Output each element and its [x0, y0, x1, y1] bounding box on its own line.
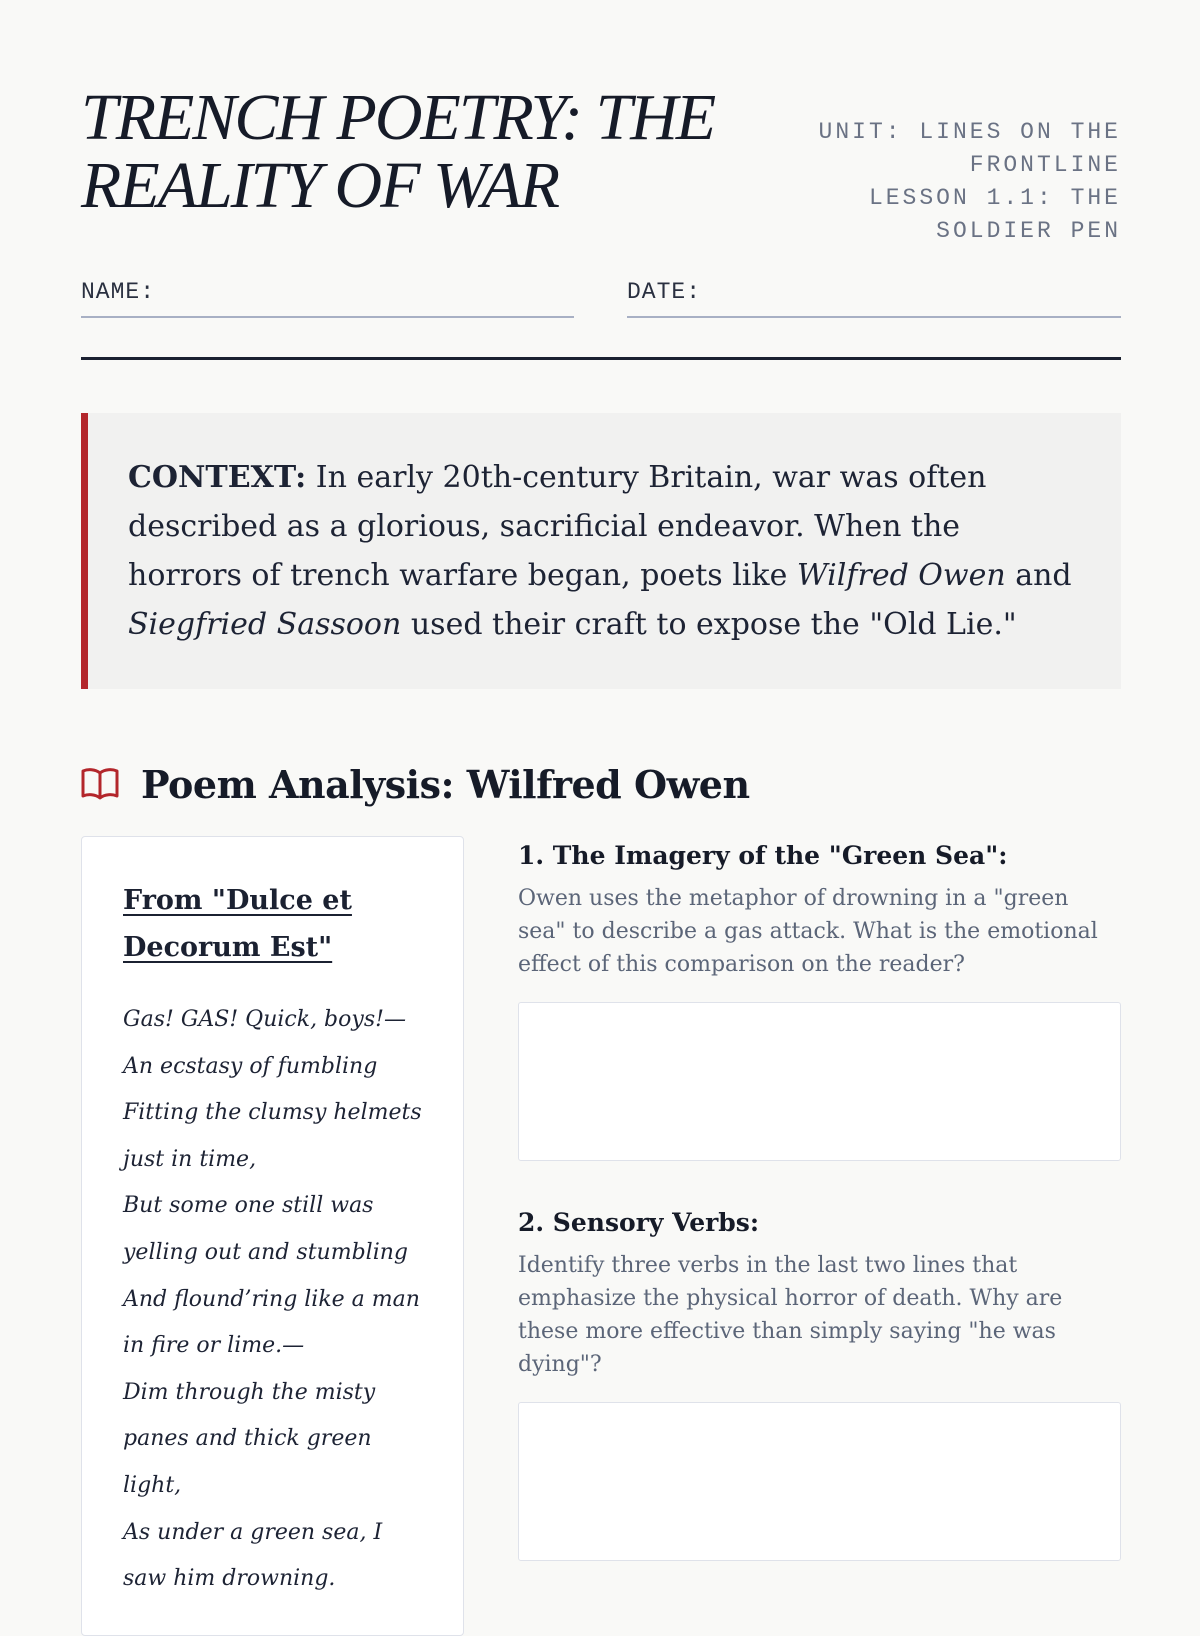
poem-line: But some one still was: [123, 1193, 374, 1219]
poem-line: An ecstasy of fumbling: [123, 1053, 378, 1079]
answer-box-2[interactable]: [518, 1402, 1121, 1561]
poem-line: Gas! GAS! Quick, boys!—: [123, 1007, 406, 1032]
context-box: [81, 413, 1121, 689]
poem-lines: [123, 997, 433, 1603]
context-label: CONTEXT:: [128, 460, 307, 495]
poem-title: From "Dulce et Decorum Est": [123, 885, 352, 963]
poet-name: Wilfred Owen: [796, 558, 1006, 593]
lesson-line: LESSON 1.1: THE: [868, 185, 1121, 211]
header-divider: [81, 357, 1121, 360]
question-prompt: Owen uses the metaphor of drowning in a "green sea" to describe a gas attack. What is the emotional effect of this comparison on the reader?: [518, 886, 1098, 977]
unit-lesson-info: [791, 116, 1121, 248]
name-label: NAME:: [81, 279, 156, 305]
name-field[interactable]: [81, 270, 574, 318]
poem-excerpt-card: [81, 836, 464, 1636]
unit-line: UNIT: LINES ON THE: [818, 119, 1121, 145]
context-text: In early 20th-century Britain, war was often described as a glorious, sacrificial endeavor. When the horrors of trench warfare began, poets like: [128, 460, 987, 593]
worksheet-page: [81, 0, 1121, 1600]
poem-line: Dim through the misty: [123, 1379, 376, 1405]
question-2: [518, 1205, 1121, 1381]
section-heading: [81, 754, 750, 814]
open-book-icon: [81, 767, 119, 801]
section-title: Poem Analysis: Wilfred Owen: [141, 761, 750, 807]
question-title: 2. Sensory Verbs:: [518, 1208, 760, 1237]
poem-line: As under a green sea, I: [123, 1519, 383, 1545]
worksheet-title: TRENCH POETRY: THE REALITY OF WAR: [81, 81, 715, 222]
question-1: [518, 838, 1121, 981]
lesson-line: SOLDIER PEN: [936, 218, 1121, 244]
poem-line: just in time,: [123, 1146, 257, 1172]
poem-line: And flound’ring like a man: [123, 1286, 420, 1312]
poem-line: Fitting the clumsy helmets: [123, 1100, 422, 1126]
question-title: 1. The Imagery of the "Green Sea":: [518, 841, 1008, 870]
poet-name: Siegfried Sassoon: [128, 607, 402, 642]
date-label: DATE:: [627, 279, 702, 305]
date-field[interactable]: [627, 270, 1121, 318]
poem-line: saw him drowning.: [123, 1566, 336, 1592]
poem-line: yelling out and stumbling: [123, 1239, 408, 1265]
question-prompt: Identify three verbs in the last two lines that emphasize the physical horror of death. Why are these more effective than simply saying "he was dying"?: [518, 1253, 1063, 1377]
context-text: and: [1005, 558, 1072, 593]
poem-line: panes and thick green: [123, 1426, 372, 1452]
answer-box-1[interactable]: [518, 1002, 1121, 1161]
unit-line: FRONTLINE: [969, 152, 1121, 178]
context-text: used their craft to expose the "Old Lie.": [401, 607, 1017, 642]
poem-line: light,: [123, 1472, 182, 1498]
poem-line: in fire or lime.—: [123, 1333, 305, 1359]
